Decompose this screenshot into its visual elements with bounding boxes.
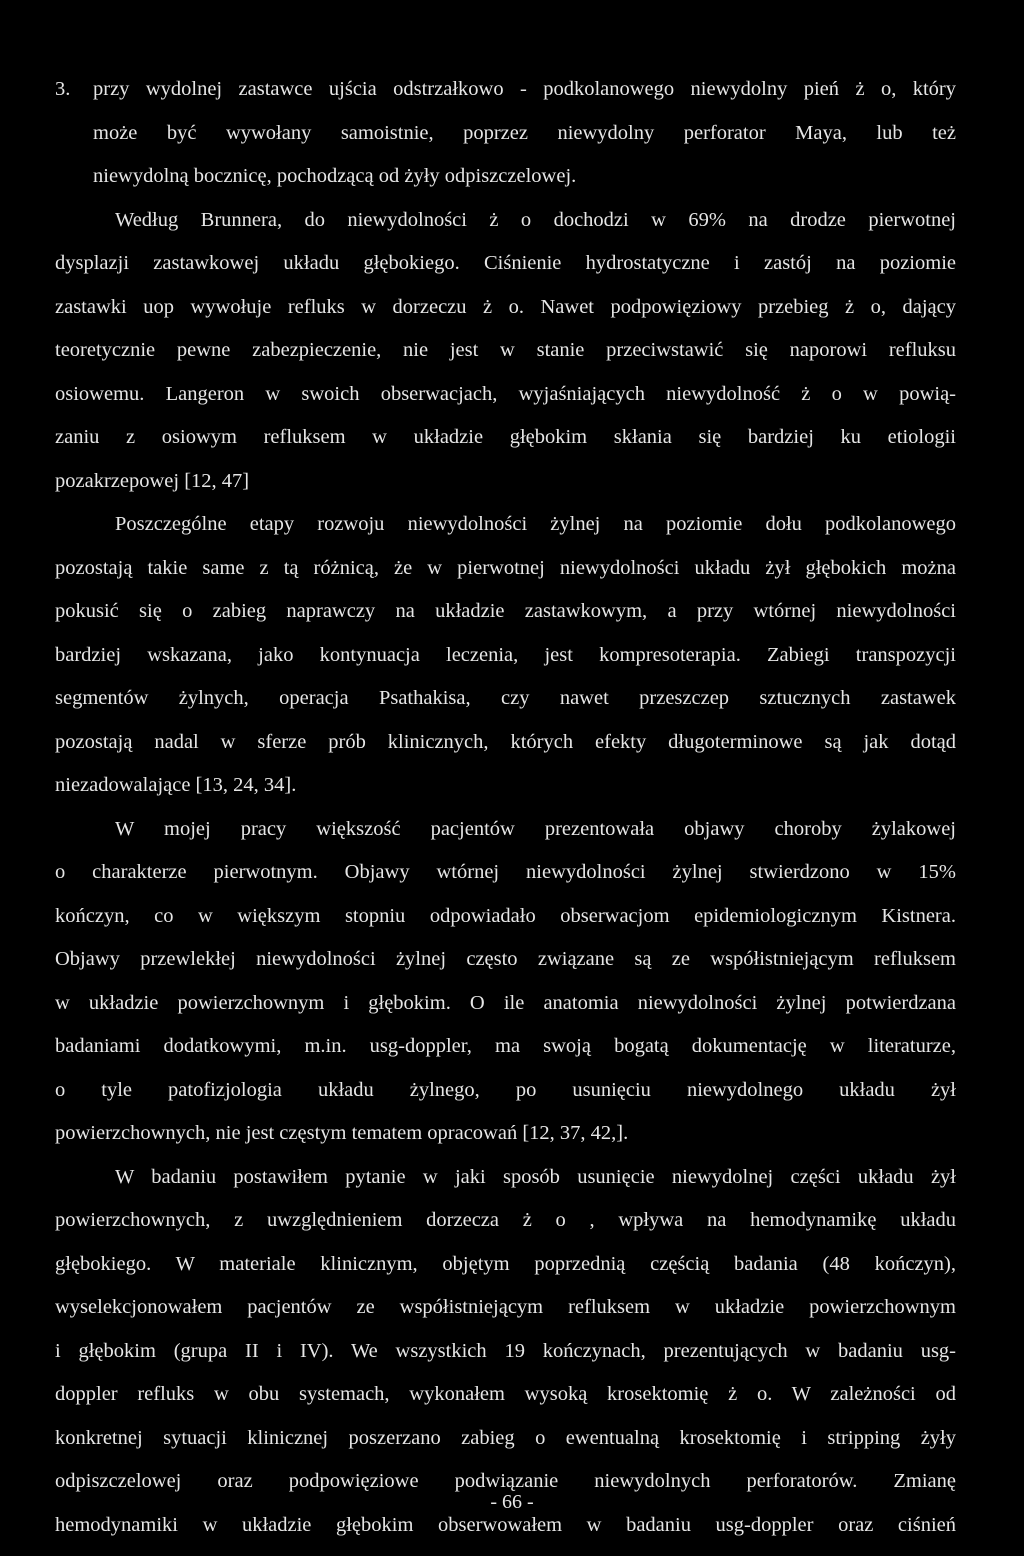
- text-line: osiowemu. Langeron w swoich obserwacjach, wyjaśniających niewydolność ż o w powią-: [55, 382, 956, 405]
- text-line: niewydolną bocznicę, pochodzącą od żyły odpiszczelowej.: [93, 165, 577, 187]
- text-line: w układzie powierzchownym i głębokim. O ile anatomia niewydolności żylnej potwierdzana: [55, 991, 956, 1014]
- text-line: Poszczególne etapy rozwoju niewydolności żylnej na poziomie dołu podkolanowego: [115, 513, 956, 535]
- text-line: pozostają takie same z tą różnicą, że w pierwotnej niewydolności układu żył głębokich można: [55, 556, 956, 579]
- text-line: niezadowalające [13, 24, 34].: [55, 774, 297, 796]
- text-line: Według Brunnera, do niewydolności ż o dochodzi w 69% na drodze pierwotnej: [115, 208, 956, 231]
- text-line: konkretnej sytuacji klinicznej poszerzano zabieg o ewentualną krosektomię i stripping żyły: [55, 1426, 956, 1449]
- text-line: dysplazji zastawkowej układu głębokiego. Ciśnienie hydrostatyczne i zastój na poziomie: [55, 252, 956, 274]
- text-line: kończyn, co w większym stopniu odpowiadało obserwacjom epidemiologicznym Kistnera.: [55, 904, 956, 927]
- list-item-number: 3.: [55, 78, 71, 100]
- text-line: zastawki uop wywołuje refluks w dorzeczu ż o. Nawet podpowięziowy przebieg ż o, dający: [55, 295, 956, 318]
- text-line: pozostają nadal w sferze prób klinicznych, których efekty długoterminowe są jak dotąd: [55, 730, 956, 753]
- text-line: powierzchownych, nie jest częstym tematem opracowań [12, 37, 42,].: [55, 1122, 629, 1144]
- text-line: o tyle patofizjologia układu żylnego, po usunięciu niewydolnego układu żył: [55, 1078, 956, 1101]
- list-item-text: przy wydolnej zastawce ujścia odstrzałkowo - podkolanowego niewydolny pień ż o, który: [93, 78, 956, 100]
- text-line: może być wywołany samoistnie, poprzez niewydolny perforator Maya, lub też: [93, 121, 956, 144]
- text-line: bardziej wskazana, jako kontynuacja leczenia, jest kompresoterapia. Zabiegi transpozycji: [55, 643, 956, 666]
- text-line: badaniami dodatkowymi, m.in. usg-doppler, ma swoją bogatą dokumentację w literaturze,: [55, 1035, 956, 1057]
- body-text: [55, 68, 956, 1547]
- text-line: powierzchownych, z uwzględnieniem dorzecza ż o , wpływa na hemodynamikę układu: [55, 1209, 956, 1231]
- text-line: i głębokim (grupa II i IV). We wszystkich 19 kończynach, prezentujących w badaniu usg-: [55, 1339, 956, 1362]
- text-line: Objawy przewlekłej niewydolności żylnej często związane są ze współistniejącym refluksem: [55, 948, 956, 970]
- text-line: wyselekcjonowałem pacjentów ze współistniejącym refluksem w układzie powierzchownym: [55, 1296, 956, 1318]
- text-line: o charakterze pierwotnym. Objawy wtórnej niewydolności żylnej stwierdzono w 15%: [55, 861, 956, 883]
- page-number: - 66 -: [490, 1491, 534, 1513]
- text-line: hemodynamiki w układzie głębokim obserwowałem w badaniu usg-doppler oraz ciśnień: [55, 1513, 956, 1536]
- text-line: odpiszczelowej oraz podpowięziowe podwiązanie niewydolnych perforatorów. Zmianę: [55, 1470, 956, 1492]
- text-line: zaniu z osiowym refluksem w układzie głębokim skłania się bardziej ku etiologii: [55, 426, 956, 448]
- text-line: teoretycznie pewne zabezpieczenie, nie jest w stanie przeciwstawić się naporowi refluksu: [55, 339, 956, 361]
- text-line: [55, 68, 956, 112]
- text-line: doppler refluks w obu systemach, wykonałem wysoką krosektomię ż o. W zależności od: [55, 1383, 956, 1405]
- text-line: pokusić się o zabieg naprawczy na układzie zastawkowym, a przy wtórnej niewydolności: [55, 600, 956, 622]
- text-line: W mojej pracy większość pacjentów prezentowała objawy choroby żylakowej: [115, 817, 956, 840]
- text-line: W badaniu postawiłem pytanie w jaki sposób usunięcie niewydolnej części układu żył: [115, 1165, 956, 1188]
- text-line: segmentów żylnych, operacja Psathakisa, czy nawet przeszczep sztucznych zastawek: [55, 687, 956, 709]
- text-line: głębokiego. W materiale klinicznym, objętym poprzednią częścią badania (48 kończyn),: [55, 1252, 956, 1275]
- text-line: pozakrzepowej [12, 47]: [55, 469, 250, 492]
